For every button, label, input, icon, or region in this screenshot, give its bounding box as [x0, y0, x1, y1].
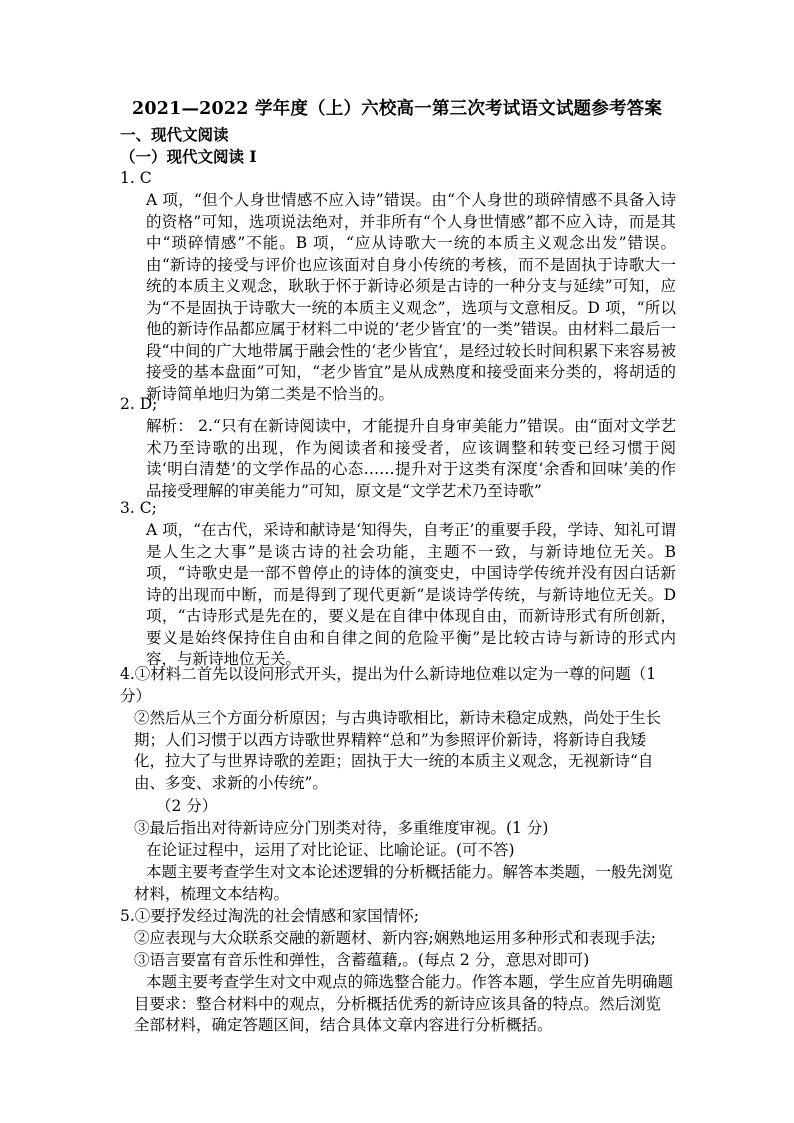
- subsection-heading: （一）现代文阅读 I: [120, 147, 257, 166]
- q4-point-2-score: （2 分）: [156, 797, 218, 815]
- section-heading: 一、现代文阅读: [120, 125, 229, 144]
- q4-method-note: 在论证过程中，运用了对比论证、比喻论证。(可不答): [146, 841, 515, 859]
- q3-explanation: A 项，“在古代，采诗和献诗是‘知得失，自考正’的重要手段，学诗、知礼可谓是人生之大事”是谈古诗的社会功能，主题不一致，与新诗地位无关。B 项，“诗歌史是一部不曾停止的诗体的演变史，中国诗学传统并没有因白话新诗的出现而中断，而是得到了现代更新”是谈诗学传统，与新诗地位无关。D 项，“古诗形式是先在的，要义是在自律中体现自由，而新诗形式有所创新，要义是始终保持住自由和自律之间的危险平衡”是比较古诗与新诗的形式内容，与新诗地位无关。: [146, 521, 676, 668]
- q5-point-2: ②应表现与大众联系交融的新题材、新内容;娴熟地运用多种形式和表现手法;: [134, 929, 656, 947]
- q5-point-3: ③语言要富有音乐性和弹性，含蓄蕴藉,。(每点 2 分，意思对即可): [134, 951, 590, 969]
- q2-answer: 2. D;: [120, 395, 158, 413]
- q5-point-1: 5.①要抒发经过淘洗的社会情感和家国情怀;: [120, 907, 420, 925]
- page-title: 2021—2022 学年度（上）六校高一第三次考试语文试题参考答案: [131, 99, 663, 119]
- q4-point-2: ②然后从三个方面分析原因；与古典诗歌相比，新诗未稳定成熟，尚处于生长期；人们习惯于以西方诗歌世界精粹“总和”为参照评价新诗，将新诗自我矮化，拉大了与世界诗歌的差距；固执于大一统的本质主义观念，无视新诗“自由、多变、求新的小传统”。: [134, 709, 662, 792]
- q5-analysis: 本题主要考查学生对文中观点的筛选整合能力。作答本题，学生应首先明确题目要求：整合材料中的观点，分析概括优秀的新诗应该具备的特点。然后浏览全部材料，确定答题区间，结合具体文章内容进行分析概括。: [134, 973, 674, 1034]
- q2-explanation: 解析： 2.“只有在新诗阅读中，才能提升自身审美能力”错误。由“面对文学艺术乃至诗歌的出现，作为阅读者和接受者，应该调整和转变已经习惯于阅读‘明白清楚’的文学作品的心态……提升对于这类有深度‘余香和回味’美的作品接受理解的审美能力”可知，原文是“文学艺术乃至诗歌”: [146, 417, 676, 500]
- q4-point-1: 4.①材料二首先以设问形式开头，提出为什么新诗地位难以定为一尊的问题（1 分）: [120, 665, 657, 705]
- q1-explanation: A 项，“但个人身世情感不应入诗”错误。由“个人身世的琐碎情感不具备入诗的资格”可知，选项说法绝对，并非所有“个人身世情感”都不应入诗，而是其中“琐碎情感”不能。B 项，“应从诗歌大一统的本质主义观念出发”错误。由“新诗的接受与评价也应该面对自身小传统的考核，而不是固执于诗歌大一统的本质主义观念，耿耿于怀于新诗必须是古诗的一种分支与延续”可知，应为“不是固执于诗歌大一统的本质主义观念”，选项与文意相反。D 项，“所以他的新诗作品都应属于材料二中说的‘老少皆宜’的一类”错误。由材料二最后一段“中间的广大地带属于融会性的‘老少皆宜’，是经过较长时间积累下来容易被接受的基本盘面”可知，“老少皆宜”是从成熟度和接受面来分类的，将胡适的新诗简单地归为第二类是不恰当的。: [146, 191, 676, 403]
- q3-answer: 3. C;: [120, 499, 157, 517]
- q4-analysis: 本题主要考查学生对文本论述逻辑的分析概括能力。解答本类题，一般先浏览材料，梳理文本结构。: [134, 863, 674, 903]
- q1-answer: 1. C: [120, 169, 152, 187]
- q4-point-3: ③最后指出对待新诗应分门别类对待，多重维度审视。(1 分): [134, 819, 549, 837]
